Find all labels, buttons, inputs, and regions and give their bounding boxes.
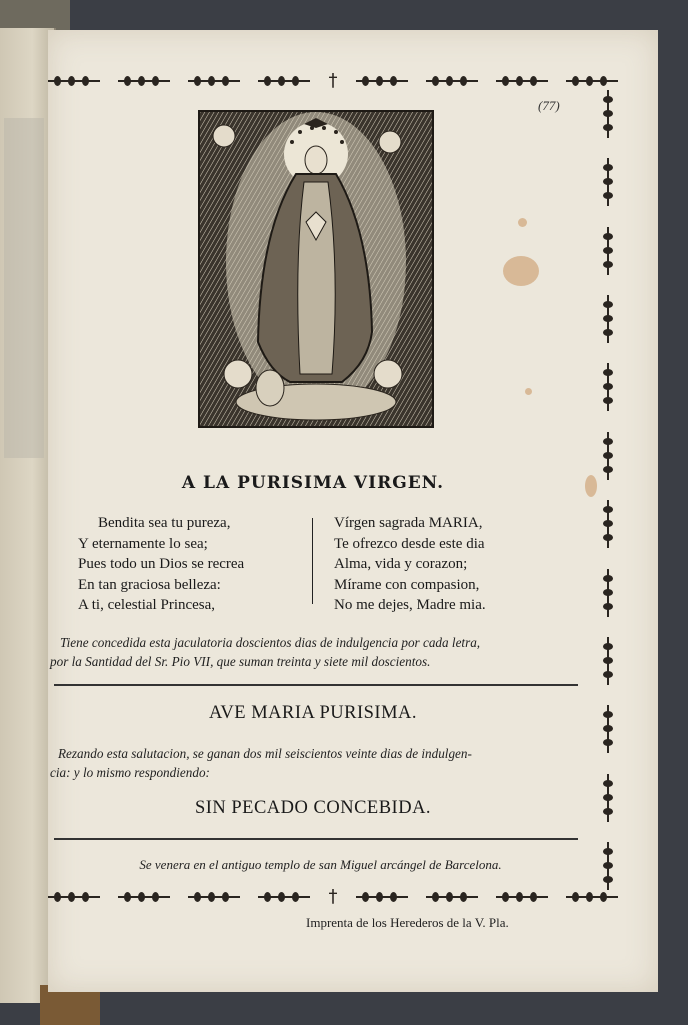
verse-line: Pues todo un Dios se recrea	[78, 556, 245, 572]
stain	[525, 388, 532, 395]
book-spine-top	[0, 0, 70, 30]
horizontal-rule	[54, 684, 578, 686]
verse-line: Vírgen sagrada MARIA,	[334, 515, 483, 531]
cross-icon: †	[328, 886, 338, 907]
verse-line: No me dejes, Madre mia.	[334, 597, 486, 613]
verse-line: Mírame con compasion,	[334, 576, 480, 593]
indulgence-note	[50, 633, 588, 671]
note-line: Rezando esta salutacion, se ganan dos mil seiscientos veinte dias de indulgen-	[58, 746, 472, 761]
bottom-ornamental-border	[48, 886, 618, 907]
verse-line: Bendita sea tu pureza,	[98, 515, 231, 531]
verse-line: A ti, celestial Princesa,	[78, 597, 216, 613]
right-ornamental-border	[601, 90, 615, 890]
horizontal-rule	[54, 838, 578, 840]
poem-title: A LA PURISIMA VIRGEN.	[181, 473, 445, 493]
stain	[518, 218, 527, 227]
page-number: (77)	[538, 98, 560, 113]
verse-left-column	[78, 513, 244, 616]
verse-right-column	[334, 513, 486, 616]
verse-line: En tan graciosa belleza:	[78, 576, 221, 593]
stain	[503, 256, 539, 286]
venera-note: Se venera en el antiguo templo de san Miguel arcángel de Barcelona.	[139, 857, 502, 872]
stain	[585, 475, 597, 497]
verse-line: Y eternamente lo sea;	[78, 535, 208, 552]
virgin-mary-woodcut-icon	[198, 110, 434, 428]
sin-pecado-heading: SIN PECADO CONCEBIDA.	[194, 798, 432, 818]
ave-maria-heading: AVE MARIA PURISIMA.	[208, 703, 418, 723]
document-page	[48, 30, 658, 992]
left-page-ghost-image	[4, 118, 44, 458]
note-line: cia: y lo mismo respondiendo:	[50, 765, 210, 780]
verse-line: Te ofrezco desde este dia	[334, 535, 485, 552]
note-line: por la Santidad del Sr. Pio VII, que suman treinta y siete mil doscientos.	[50, 654, 431, 669]
verse-divider	[312, 518, 313, 604]
cross-icon: †	[328, 70, 338, 91]
top-ornamental-border	[48, 70, 618, 91]
imprint-line: Imprenta de los Herederos de la V. Pla.	[306, 915, 509, 930]
verse-line: Alma, vida y corazon;	[334, 556, 468, 572]
note-line: Tiene concedida esta jaculatoria doscientos dias de indulgencia por cada letra,	[60, 635, 481, 650]
salutation-note	[50, 744, 588, 782]
